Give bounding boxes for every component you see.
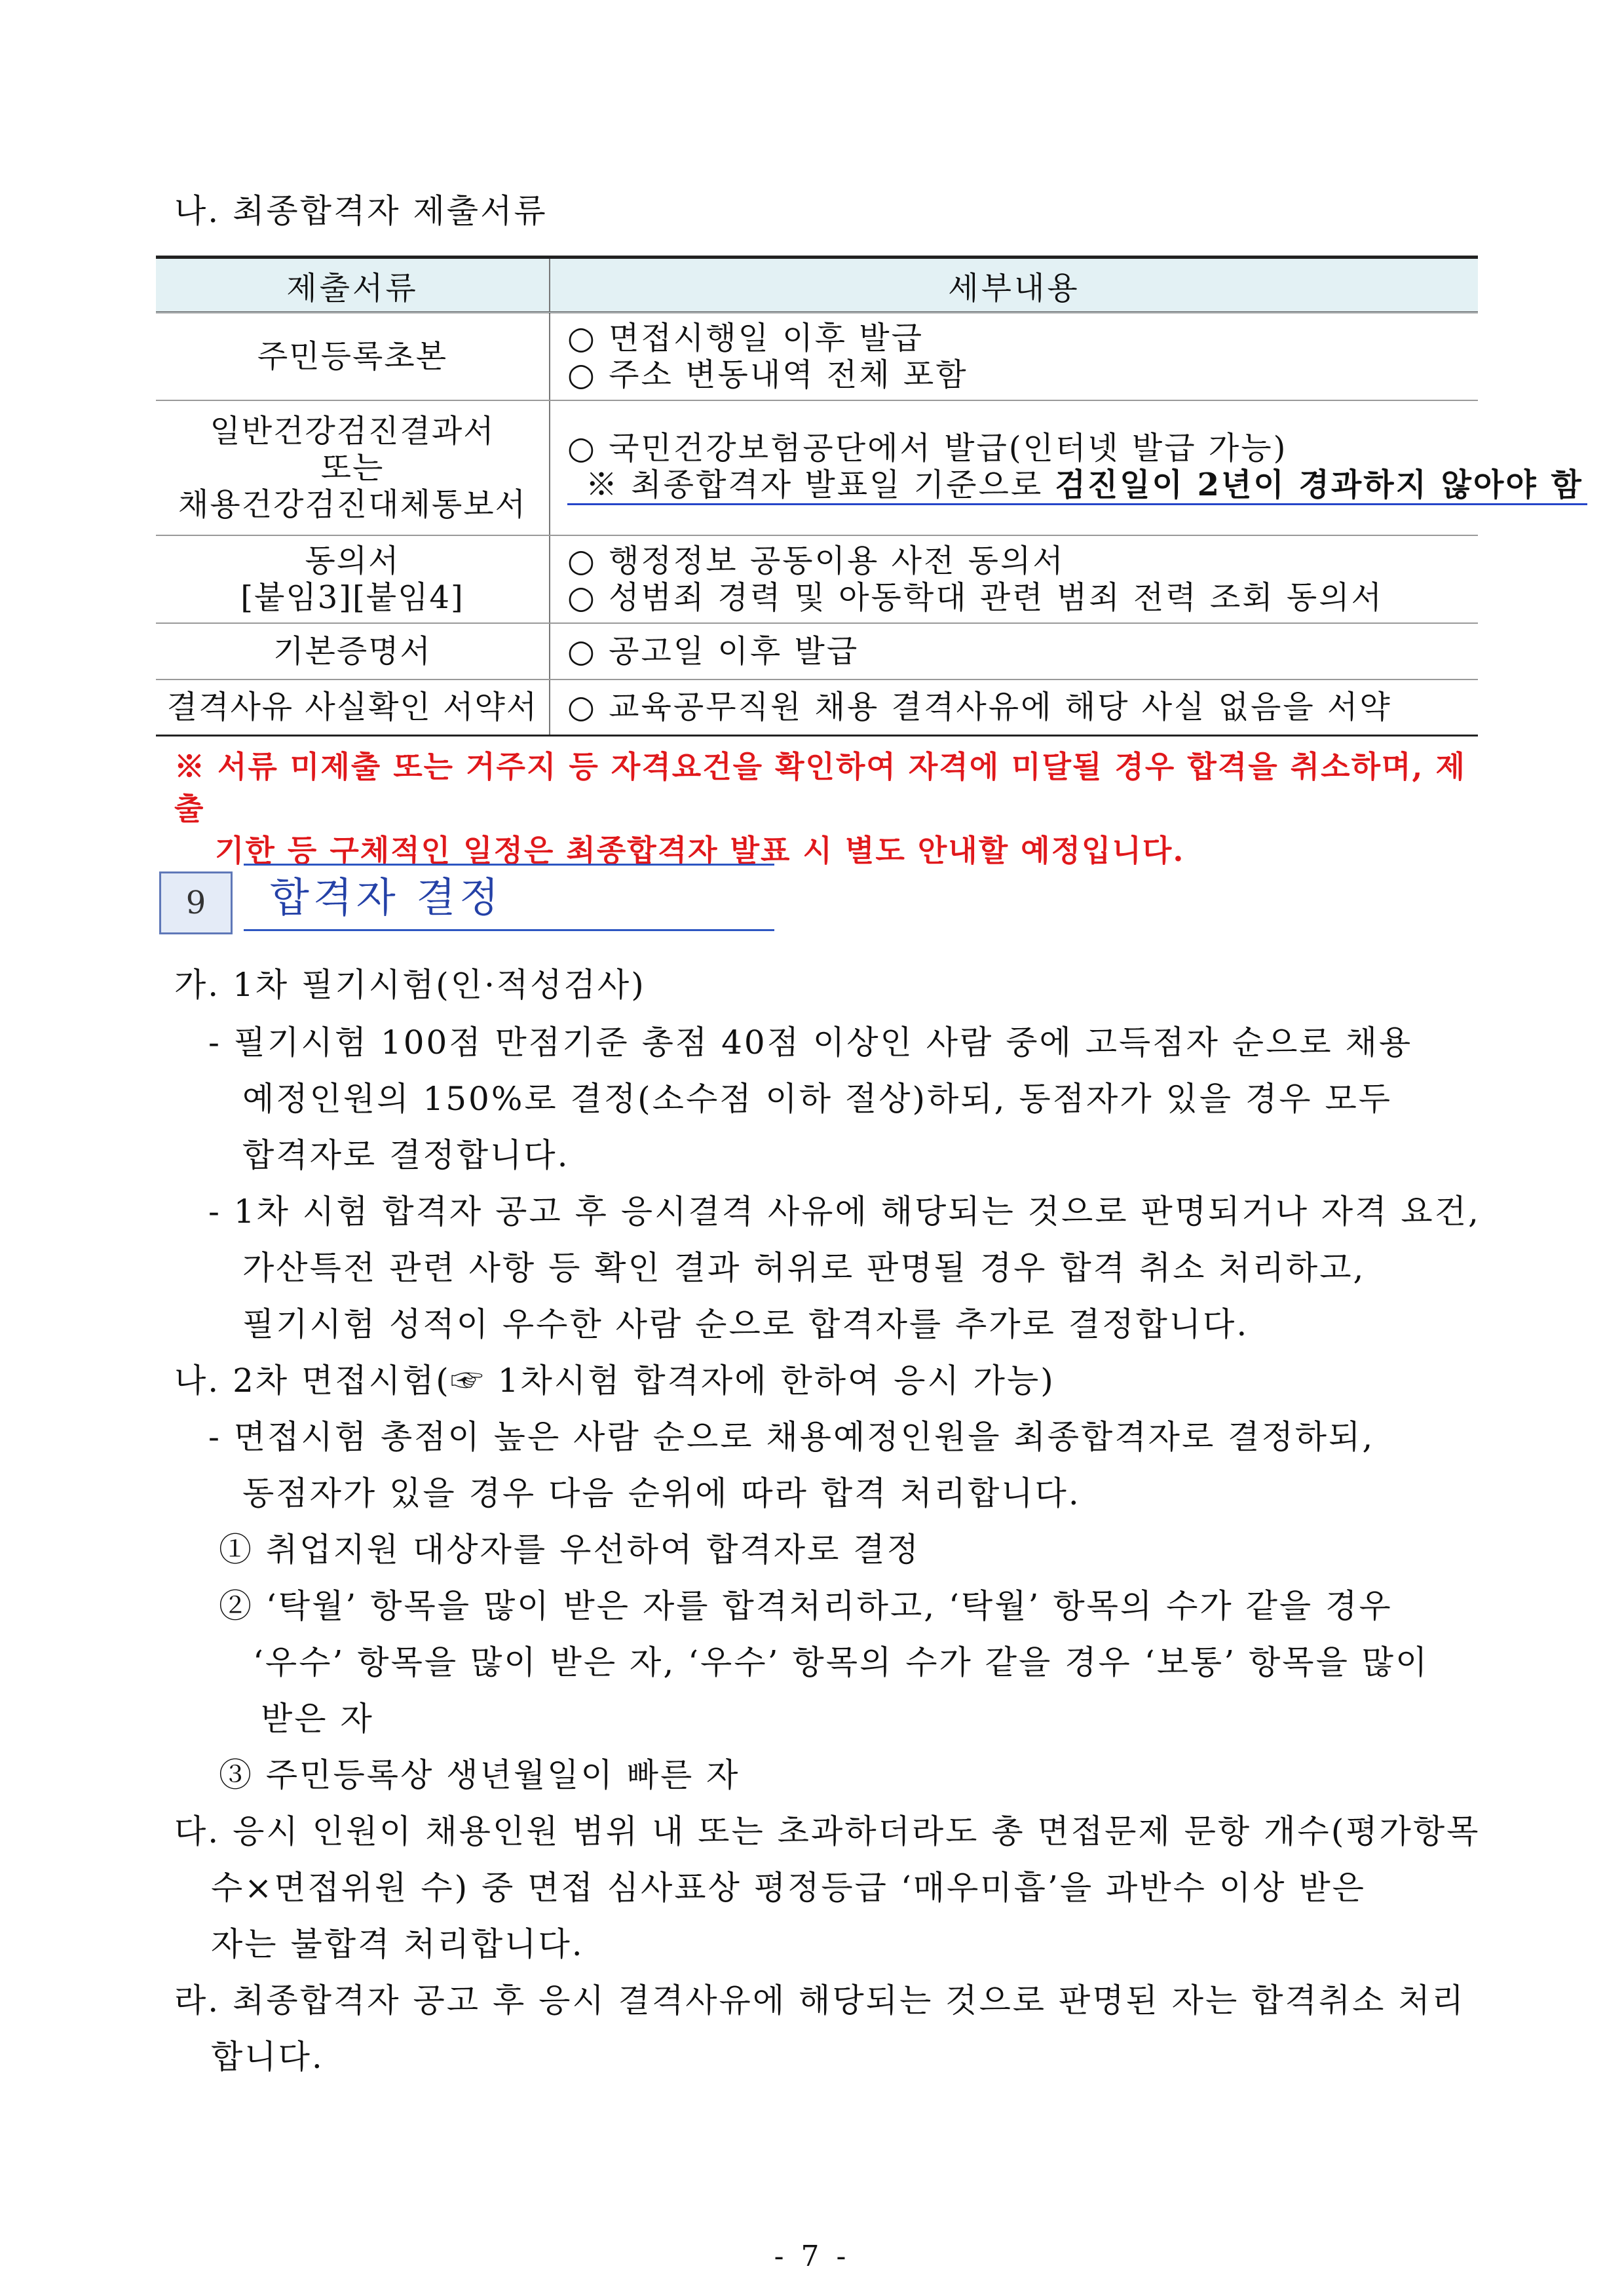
warning-line: 기한 등 구체적인 일정은 최종합격자 발표 시 별도 안내할 예정입니다. <box>215 833 1185 868</box>
table-row <box>156 313 1478 400</box>
header-details: 세부내용 <box>550 258 1478 313</box>
detail-line: ○ 공고일 이후 발급 <box>567 632 859 670</box>
paragraph-line: 합니다. <box>211 2038 324 2076</box>
detail-cell <box>550 313 1478 400</box>
doc-name-text: 기본증명서 <box>273 632 432 670</box>
doc-name-cell <box>156 679 550 736</box>
section-title: 나. 최종합격자 제출서류 <box>174 192 548 230</box>
doc-name-text: 동의서 <box>305 542 400 579</box>
doc-name-text: 일반건강검진결과서 <box>210 412 495 450</box>
section-heading: 합격자 결정 <box>270 873 503 921</box>
detail-cell <box>550 623 1478 679</box>
doc-name-text: 주민등록초본 <box>257 337 448 375</box>
list-item: ① 취업지원 대상자를 우선하여 합격자로 결정 <box>219 1531 920 1569</box>
table-row <box>156 623 1478 679</box>
list-item: ‘우수’ 항목을 많이 받은 자, ‘우수’ 항목의 수가 같을 경우 ‘보통’ 항목을 많이 <box>253 1643 1429 1681</box>
doc-name-text: 채용건강검진대체통보서 <box>178 486 527 523</box>
table-header-row <box>156 258 1478 313</box>
paragraph-line: 합격자로 결정합니다. <box>242 1136 570 1174</box>
table-row <box>156 535 1478 623</box>
table-row <box>156 400 1478 535</box>
paragraph-line: 자는 불합격 처리합니다. <box>211 1925 584 1963</box>
list-item: ② ‘탁월’ 항목을 많이 받은 자를 합격처리하고, ‘탁월’ 항목의 수가 같을 경우 <box>219 1587 1393 1625</box>
paragraph-line: - 면접시험 총점이 높은 사람 순으로 채용예정인원을 최종합격자로 결정하되, <box>208 1418 1375 1456</box>
subheading: 다. 응시 인원이 채용인원 범위 내 또는 초과하더라도 총 면접문제 문항 개수(평가항목 <box>174 1812 1481 1850</box>
subheading: 라. 최종합격자 공고 후 응시 결격사유에 해당되는 것으로 판명된 자는 합격취소 처리 <box>174 1981 1465 2019</box>
warning-line: ※ 서류 미제출 또는 거주지 등 자격요건을 확인하여 자격에 미달될 경우 합격을 취소하며, 제출 <box>174 749 1466 826</box>
paragraph-line: 동점자가 있을 경우 다음 순위에 따라 합격 처리합니다. <box>242 1474 1081 1512</box>
detail-cell <box>550 679 1478 736</box>
page-number: - 7 - <box>774 2240 850 2273</box>
list-item: ③ 주민등록상 생년월일이 빠른 자 <box>219 1756 740 1794</box>
detail-line: ○ 행정정보 공동이용 사전 동의서 <box>567 542 1065 579</box>
doc-name-cell <box>156 313 550 400</box>
header-documents: 제출서류 <box>156 258 550 313</box>
doc-name-cell <box>156 623 550 679</box>
table-row <box>156 679 1478 736</box>
documents-table <box>156 256 1583 737</box>
note-highlight: 검진일이 2년이 경과하지 않아야 함 <box>1055 467 1583 503</box>
paragraph-line: 예정인원의 150%로 결정(소수점 이하 절상)하되, 동점자가 있을 경우 모두 <box>242 1080 1393 1118</box>
section-number-box: 9 <box>159 871 233 934</box>
doc-name-text: 결격사유 사실확인 서약서 <box>166 689 538 726</box>
detail-cell <box>550 535 1478 623</box>
paragraph-line: 가산특전 관련 사항 등 확인 결과 허위로 판명될 경우 합격 취소 처리하고, <box>242 1249 1366 1287</box>
note-prefix: ※ 최종합격자 발표일 기준으로 <box>586 467 1055 503</box>
paragraph-line: 필기시험 성적이 우수한 사람 순으로 합격자를 추가로 결정합니다. <box>242 1305 1249 1343</box>
warning-note <box>174 746 1478 871</box>
subheading: 나. 2차 면접시험(☞ 1차시험 합격자에 한하여 응시 가능) <box>174 1362 1055 1400</box>
health-check-note <box>567 467 1587 505</box>
doc-name-text: 또는 <box>320 449 385 486</box>
detail-line: ○ 면접시행일 이후 발급 <box>567 319 924 356</box>
paragraph-line: - 1차 시험 합격자 공고 후 응시결격 사유에 해당되는 것으로 판명되거나 자격 요건, <box>208 1193 1481 1231</box>
doc-name-text: [붙임3][붙임4] <box>240 579 464 616</box>
doc-name-cell <box>156 535 550 623</box>
section-rule-bottom <box>244 929 774 931</box>
doc-name-cell <box>156 400 550 535</box>
subheading: 가. 1차 필기시험(인·적성검사) <box>174 966 646 1004</box>
paragraph-line: 수×면접위원 수) 중 면접 심사표상 평정등급 ‘매우미흡’을 과반수 이상 받은 <box>211 1869 1366 1907</box>
list-item: 받은 자 <box>261 1700 374 1738</box>
detail-line: ○ 주소 변동내역 전체 포함 <box>567 356 968 393</box>
detail-line: ○ 국민건강보험공단에서 발급(인터넷 발급 가능) <box>567 430 1288 467</box>
detail-line: ○ 성범죄 경력 및 아동학대 관련 범죄 전력 조회 동의서 <box>567 579 1384 616</box>
detail-line: ○ 교육공무직원 채용 결격사유에 해당 사실 없음을 서약 <box>567 689 1392 726</box>
detail-cell <box>550 400 1583 535</box>
paragraph-line: - 필기시험 100점 만점기준 총점 40점 이상인 사람 중에 고득점자 순으로 채용 <box>208 1024 1413 1062</box>
